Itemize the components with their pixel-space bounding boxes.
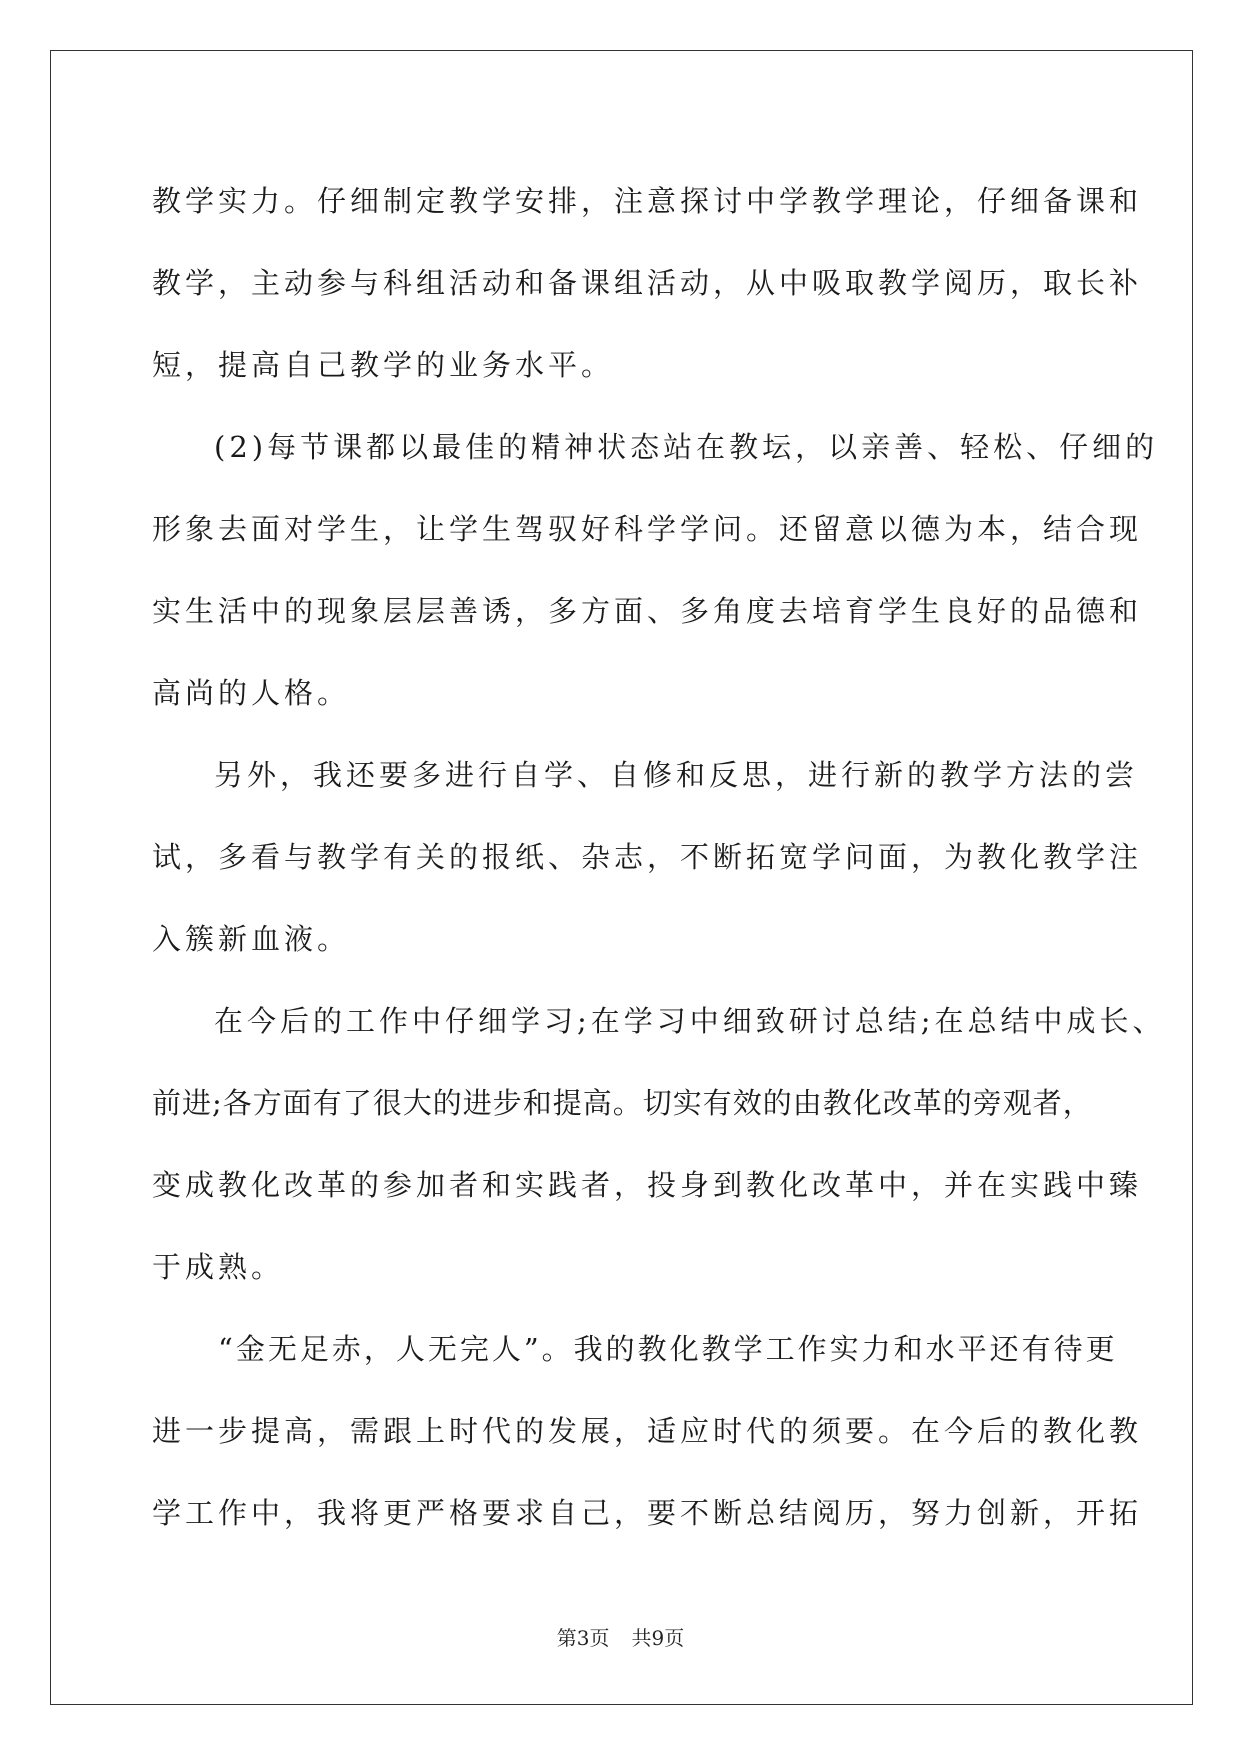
- text-line: 教学，主动参与科组活动和备课组活动，从中吸取教学阅历，取长补: [152, 266, 1143, 300]
- text-line: 高尚的人格。: [152, 676, 351, 710]
- text-line: 学工作中，我将更严格要求自己，要不断总结阅历，努力创新，开拓: [152, 1496, 1143, 1530]
- page-number-total: 共9页: [631, 1626, 685, 1650]
- paragraph-start-line: 另外，我还要多进行自学、自修和反思，进行新的教学方法的尝: [214, 758, 1139, 792]
- text-line: 于成熟。: [152, 1250, 285, 1284]
- paragraph-start-line: (2)每节课都以最佳的精神状态站在教坛，以亲善、轻松、仔细的: [214, 430, 1159, 464]
- text-line: 实生活中的现象层层善诱，多方面、多角度去培育学生良好的品德和: [152, 594, 1143, 628]
- text-line: 试，多看与教学有关的报纸、杂志，不断拓宽学问面，为教化教学注: [152, 840, 1143, 874]
- document-body: [152, 160, 1166, 1554]
- text-line: 进一步提高，需跟上时代的发展，适应时代的须要。在今后的教化教: [152, 1414, 1143, 1448]
- text-line: 前进;各方面有了很大的进步和提高。切实有效的由教化改革的旁观者，: [152, 1086, 1093, 1120]
- page-number-current: 第3页: [556, 1626, 610, 1650]
- paragraph-start-line: 在今后的工作中仔细学习;在学习中细致研讨总结;在总结中成长、: [214, 1004, 1166, 1038]
- text-line: 入簇新血液。: [152, 922, 351, 956]
- page-footer: [0, 1622, 1241, 1651]
- text-line: 形象去面对学生，让学生驾驭好科学学问。还留意以德为本，结合现: [152, 512, 1143, 546]
- text-line: 短，提高自己教学的业务水平。: [152, 348, 615, 382]
- paragraph-start-line: “金无足赤，人无完人”。我的教化教学工作实力和水平还有待更: [218, 1332, 1118, 1366]
- text-line: 教学实力。仔细制定教学安排，注意探讨中学教学理论，仔细备课和: [152, 184, 1143, 218]
- text-line: 变成教化改革的参加者和实践者，投身到教化改革中，并在实践中臻: [152, 1168, 1143, 1202]
